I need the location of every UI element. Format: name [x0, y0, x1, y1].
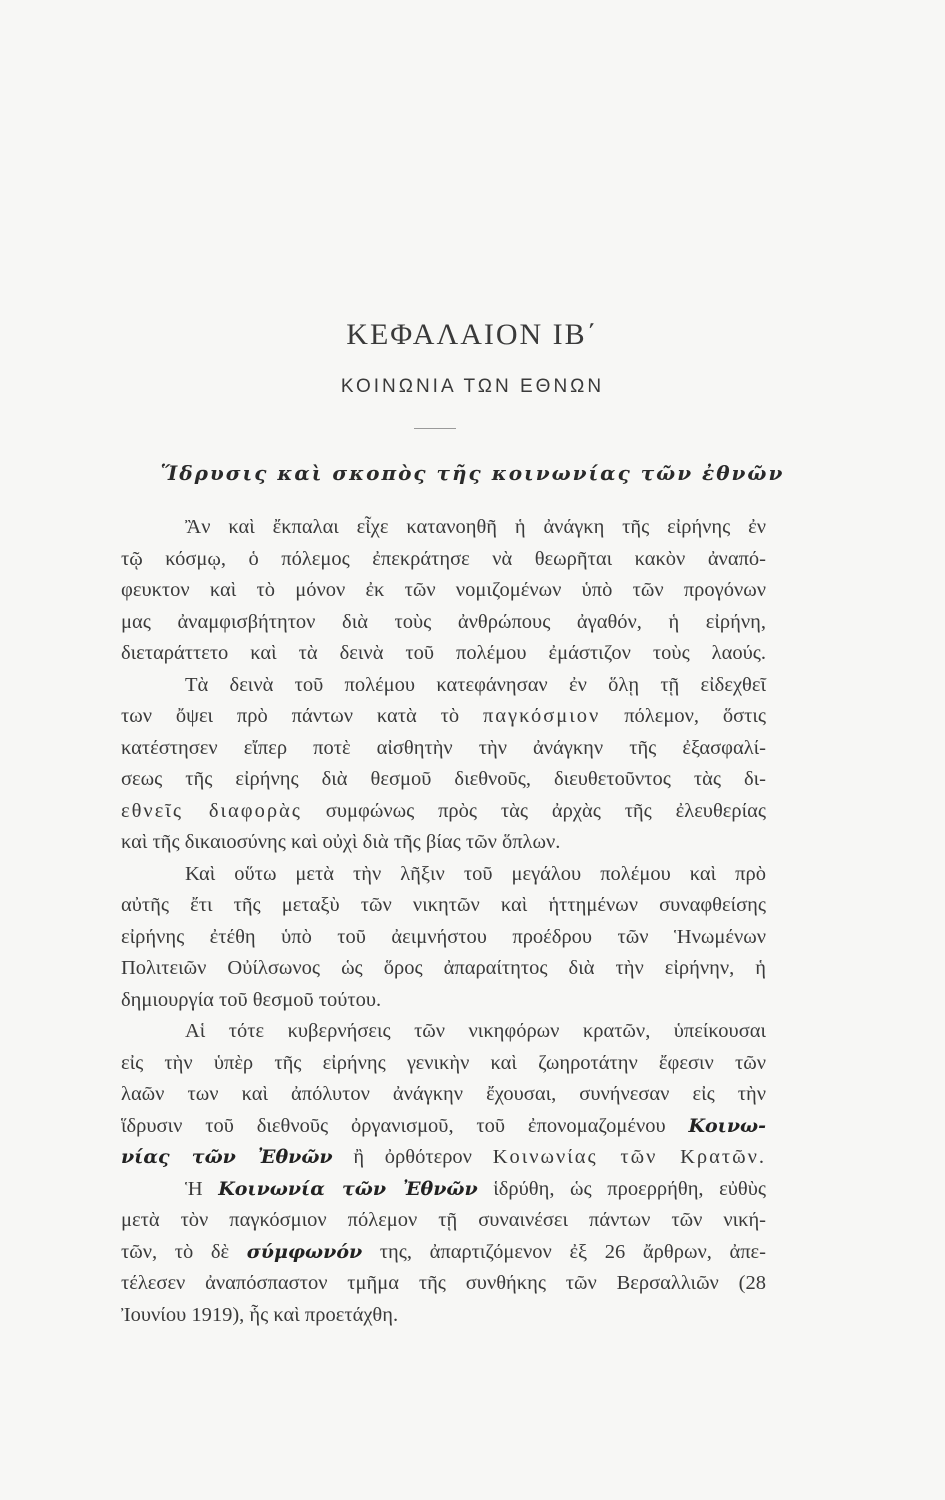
emphasized-term: σύμφωνόν [246, 1240, 363, 1263]
text-segment: τῶν, τὸ δὲ [121, 1240, 230, 1263]
text-line: Ἂν καὶ ἔκπαλαι εἶχε κατανοηθῆ ἡ ἀνάγκη τῆς εἰρήνης ἐν [185, 516, 766, 538]
text-line: λαῶν των καὶ ἀπόλυτον ἀνάγκην ἔχουσαι, συνήνεσαν εἰς τὴν [121, 1083, 766, 1105]
text-line [121, 1142, 766, 1174]
text-line: φευκτον καὶ τὸ μόνον ἐκ τῶν νομιζομένων ὑπὸ τῶν προγόνων [121, 579, 766, 601]
text-line: διεταράττετο καὶ τὰ δεινὰ τοῦ πολέμου ἐμάστιζον τοὺς λαούς. [121, 642, 766, 664]
section-heading: Ἵδρυσις καὶ σκοπὸς τῆς κοινωνίας τῶν ἐθνῶν [160, 461, 785, 485]
text-line: τέλεσεν ἀναπόσπαστον τμῆμα τῆς συνθήκης τῶν Βερσαλλιῶν (28 [121, 1272, 766, 1294]
spaced-term: Κοινωνίας τῶν Κρατῶν. [492, 1146, 767, 1168]
text-line: Αἱ τότε κυβερνήσεις τῶν νικηφόρων κρατῶν, ὑπείκουσαι [185, 1020, 766, 1042]
text-segment: ἢ ὀρθότερον [353, 1146, 472, 1168]
title-divider [414, 428, 456, 429]
text-line: τῷ κόσμῳ, ὁ πόλεμος ἐπεκράτησε νὰ θεωρῆται κακὸν ἀναπό- [121, 547, 766, 570]
text-line: εἰρήνης ἐτέθη ὑπὸ τοῦ ἀειμνήστου προέδρου τῶν Ἡνωμένων [121, 925, 766, 948]
chapter-subtitle: ΚΟΙΝΩΝΙΑ ΤΩΝ ΕΘΝΩΝ [340, 376, 605, 397]
emphasized-term: Κοινω- [688, 1114, 766, 1137]
text-line: εἰς τὴν ὑπὲρ τῆς εἰρήνης γενικὴν καὶ ζωηροτάτην ἔφεσιν τῶν [121, 1051, 766, 1074]
body-text [121, 512, 766, 1331]
text-line [121, 1237, 766, 1269]
text-line: Καὶ οὕτω μετὰ τὴν λῆξιν τοῦ μεγάλου πολέμου καὶ πρὸ [185, 862, 766, 885]
emphasized-term: νίας τῶν Ἐθνῶν [121, 1146, 333, 1168]
text-line: μετὰ τὸν παγκόσμιον πόλεμον τῇ συναινέσει πάντων τῶν νική- [121, 1209, 766, 1231]
text-line [121, 701, 766, 733]
text-line: κατέστησεν εἴπερ ποτὲ αἰσθητὴν τὴν ἀνάγκην τῆς ἐξασφαλί- [121, 736, 766, 759]
text-line: δημιουργία τοῦ θεσμοῦ τούτου. [121, 988, 382, 1011]
text-line: μας ἀναμφισβήτητον διὰ τοὺς ἀνθρώπους ἀγαθόν, ἡ εἰρήνη, [121, 610, 766, 633]
chapter-title: ΚΕΦΑΛΑΙΟΝ ΙΒ΄ [346, 318, 599, 351]
spaced-term: παγκόσμιον [482, 705, 601, 727]
text-line [121, 1174, 766, 1206]
text-segment: της, ἀπαρτιζόμενον ἐξ 26 ἄρθρων, ἀπε- [379, 1240, 766, 1263]
text-line: σεως τῆς εἰρήνης διὰ θεσμοῦ διεθνοῦς, διευθετοῦντος τὰς δι- [121, 768, 766, 790]
text-line [121, 796, 766, 828]
text-segment: συμφώνως πρὸς τὰς ἀρχὰς τῆς ἐλευθερίας [325, 799, 766, 822]
text-segment: των ὄψει πρὸ πάντων κατὰ τὸ [121, 705, 460, 727]
text-line: καὶ τῆς δικαιοσύνης καὶ οὐχὶ διὰ τῆς βίας τῶν ὅπλων. [121, 831, 561, 853]
text-segment: Ἡ [185, 1177, 203, 1200]
emphasized-term: Κοινωνία τῶν Ἐθνῶν [218, 1177, 478, 1200]
text-line: Πολιτειῶν Οὐίλσωνος ὡς ὅρος ἀπαραίτητος διὰ τὴν εἰρήνην, ἡ [121, 957, 766, 979]
text-line [121, 1111, 766, 1143]
text-line: Τὰ δεινὰ τοῦ πολέμου κατεφάνησαν ἐν ὅλῃ τῇ εἰδεχθεῖ [185, 673, 766, 696]
text-segment: ἱδρύθη, ὡς προερρήθη, εὐθὺς [493, 1177, 766, 1200]
spaced-term: εθνεῖς διαφορὰς [121, 799, 302, 822]
text-line: Ἰουνίου 1919), ἧς καὶ προετάχθη. [121, 1303, 399, 1326]
text-segment: πόλεμον, ὅστις [624, 705, 767, 727]
text-segment: ἵδρυσιν τοῦ διεθνοῦς ὀργανισμοῦ, τοῦ ἐπονομαζομένου [121, 1114, 666, 1137]
text-line: αὐτῆς ἔτι τῆς μεταξὺ τῶν νικητῶν καὶ ἡττημένων συναφθείσης [121, 894, 766, 916]
